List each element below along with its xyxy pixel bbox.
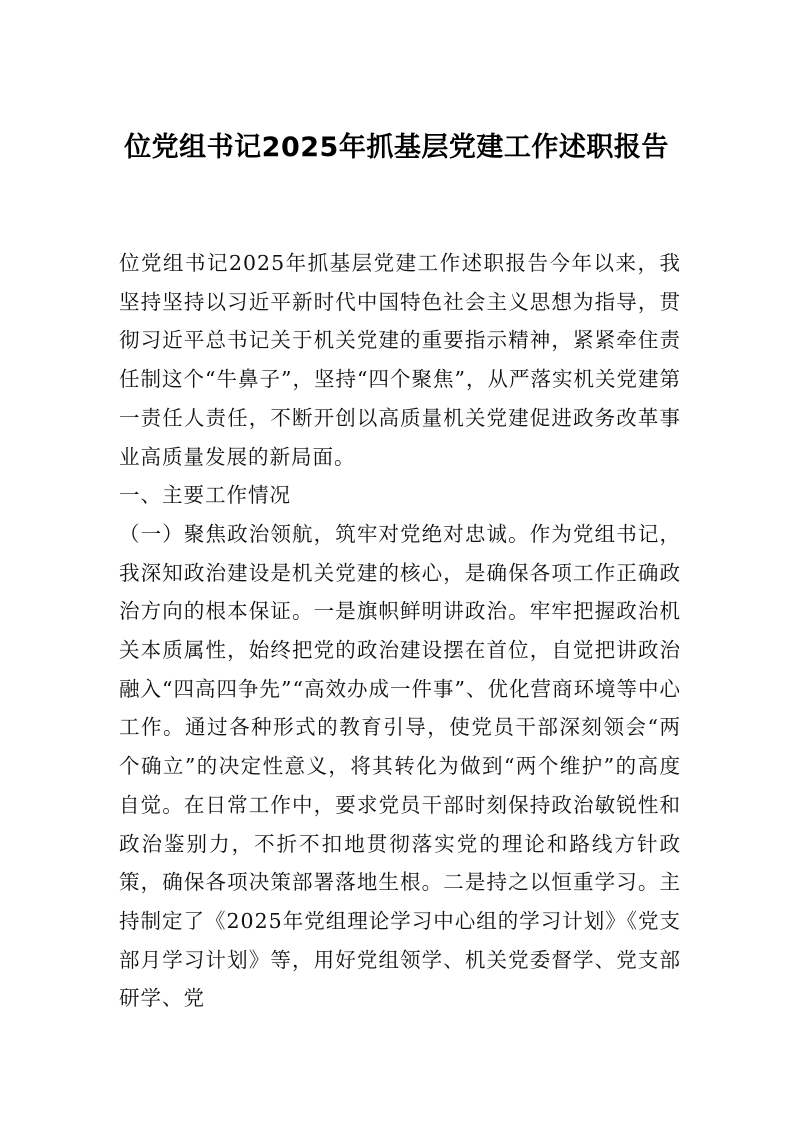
section-paragraph: （一）聚焦政治领航，筑牢对党绝对忠诚。作为党组书记，我深知政治建设是机关党建的核心，是确保各项工作正确政治方向的根本保证。一是旗帜鲜明讲政治。牢牢把握政治机关本质属性，始终把党的政治建设摆在首位，自觉把讲政治融入“四高四争先”“高效办成一件事”、优化营商环境等中心工作。通过各种形式的教育引导，使党员干部深刻领会“两个确立”的决定性意义，将其转化为做到“两个维护”的高度自觉。在日常工作中，要求党员干部时刻保持政治敏锐性和政治鉴别力，不折不扣地贯彻落实党的理论和路线方针政策，确保各项决策部署落地生根。二是持之以恒重学习。主持制定了《2025年党组理论学习中心组的学习计划》《党支部月学习计划》等，用好党组领学、机关党委督学、党支部研学、党: [119, 521, 681, 1011]
document-body: [119, 244, 681, 1018]
section-heading: 一、主要工作情况: [119, 483, 291, 508]
intro-paragraph: 位党组书记2025年抓基层党建工作述职报告今年以来，我坚持坚持以习近平新时代中国特色社会主义思想为指导，贯彻习近平总书记关于机关党建的重要指示精神，紧紧牵住责任制这个“牛鼻子”，坚持“四个聚焦”，从严落实机关党建第一责任人责任，不断开创以高质量机关党建促进政务改革事业高质量发展的新局面。: [119, 251, 681, 469]
document-title: 位党组书记2025年抓基层党建工作述职报告: [124, 132, 669, 163]
